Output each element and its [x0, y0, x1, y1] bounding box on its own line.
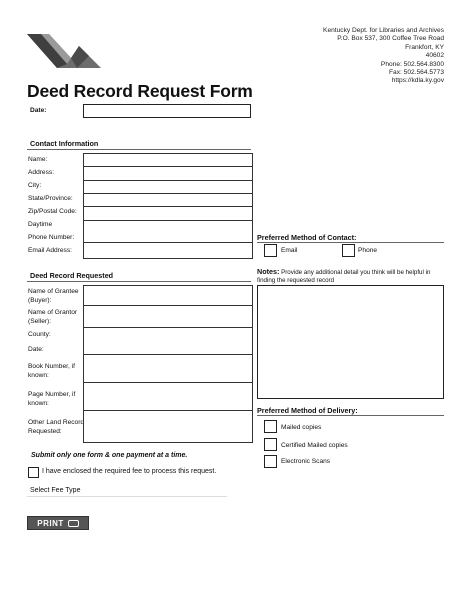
agency-address	[323, 27, 444, 86]
page-number-label	[28, 390, 75, 408]
notes-textarea[interactable]	[257, 285, 444, 399]
date-field[interactable]	[83, 104, 251, 118]
divider	[257, 415, 444, 416]
printer-icon	[68, 520, 79, 527]
county-label: County:	[28, 331, 51, 338]
mailed-copies-checkbox[interactable]	[264, 420, 277, 433]
divider	[27, 149, 251, 150]
label-line: (Seller):	[28, 318, 52, 325]
label-line: known:	[28, 400, 49, 407]
kdla-mountain-logo-icon	[27, 34, 101, 68]
print-button-label: PRINT	[37, 518, 64, 528]
email-checkbox[interactable]	[264, 244, 277, 257]
other-record-label	[28, 418, 84, 436]
fee-type-underline	[27, 496, 227, 497]
deed-date-label: Date:	[28, 346, 44, 353]
label-line: Name of Grantor	[28, 309, 78, 316]
contact-section-heading: Contact Information	[30, 139, 99, 148]
address-field[interactable]	[83, 167, 252, 180]
electronic-scans-label: Electronic Scans	[281, 458, 331, 465]
notes-label	[257, 268, 447, 285]
label-line: Book Number, if	[28, 363, 75, 370]
grantee-label	[28, 287, 79, 305]
delivery-method-heading: Preferred Method of Delivery:	[257, 406, 358, 415]
address-line[interactable]: https://kdla.ky.gov	[391, 77, 444, 85]
electronic-scans-checkbox[interactable]	[264, 455, 277, 468]
one-form-notice: Submit only one form & one payment at a time.	[31, 452, 188, 459]
state-label: State/Province:	[28, 195, 73, 202]
phone-label: Phone Number:	[28, 234, 75, 241]
book-number-field[interactable]	[83, 383, 252, 410]
notes-help-text: Provide any additional detail you think will be helpful in finding the requested record	[257, 269, 431, 284]
zip-label: Zip/Postal Code:	[28, 208, 77, 215]
page-title: Deed Record Request Form	[27, 81, 253, 101]
phone-option-label: Phone	[358, 247, 378, 254]
fee-type-select[interactable]: Select Fee Type	[30, 487, 81, 494]
address-line: Phone: 502.564.8300	[380, 60, 444, 68]
grantor-field[interactable]	[83, 306, 252, 327]
daytime-label: Daytime	[28, 221, 53, 228]
mailed-copies-label: Mailed copies	[281, 424, 322, 431]
state-field[interactable]	[83, 194, 252, 206]
certified-mailed-copies-checkbox[interactable]	[264, 438, 277, 451]
phone-checkbox[interactable]	[342, 244, 355, 257]
deed-date-field[interactable]	[83, 355, 252, 382]
label-line: Requested:	[28, 428, 62, 435]
page-number-field[interactable]	[83, 411, 252, 442]
name-field[interactable]	[83, 153, 252, 166]
email-option-label: Email	[281, 247, 298, 254]
date-label: Date:	[30, 107, 47, 114]
address-label: Address:	[28, 169, 55, 176]
fee-enclosed-label: I have enclosed the required fee to process this request.	[42, 468, 217, 475]
city-field[interactable]	[83, 181, 252, 193]
address-line: Fax: 502.564.5773	[389, 69, 444, 77]
address-line: 40602	[425, 52, 444, 60]
address-line: Frankfort, KY	[405, 43, 444, 51]
label-line: known:	[28, 372, 49, 379]
email-field[interactable]	[83, 243, 252, 257]
label-line: Page Number, if	[28, 391, 76, 398]
certified-mailed-copies-label: Certified Mailed copies	[281, 442, 348, 449]
deed-section-heading: Deed Record Requested	[30, 271, 114, 280]
label-line: (Buyer):	[28, 297, 52, 304]
zip-field[interactable]	[83, 207, 252, 220]
grantor-label	[28, 308, 77, 326]
divider	[27, 281, 251, 282]
grantee-field[interactable]	[83, 285, 252, 305]
phone-field[interactable]	[83, 221, 252, 242]
address-line: Kentucky Dept. for Libraries and Archives	[323, 27, 444, 34]
city-label: City:	[28, 182, 42, 189]
notes-label-title: Notes:	[257, 267, 280, 276]
label-line: Name of Grantee	[28, 288, 79, 295]
book-number-label	[28, 362, 75, 380]
name-label: Name:	[28, 156, 48, 163]
fee-enclosed-checkbox[interactable]	[28, 467, 39, 478]
divider	[257, 242, 444, 243]
contact-method-heading: Preferred Method of Contact:	[257, 233, 357, 242]
county-field[interactable]	[83, 328, 252, 354]
email-label: Email Address:	[28, 247, 72, 254]
print-button[interactable]	[27, 516, 89, 530]
label-line: Other Land Record	[28, 419, 85, 426]
address-line: P.O. Box 537, 300 Coffee Tree Road	[337, 35, 444, 43]
